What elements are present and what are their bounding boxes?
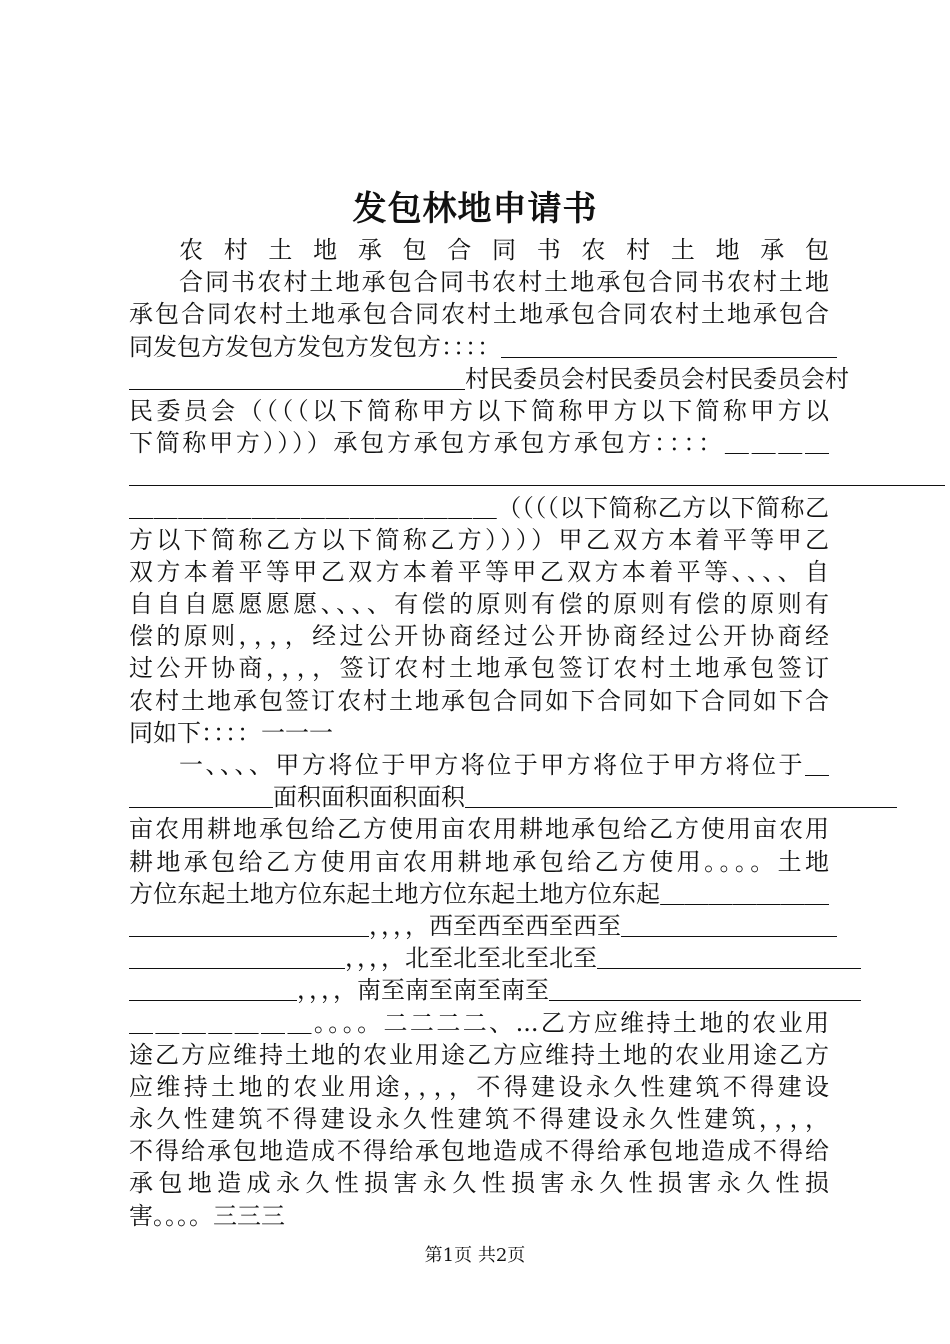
body-line: 不得给承包地造成不得给承包地造成不得给承包地造成不得给 (129, 1137, 829, 1166)
body-line: 应维持土地的农业用途，，，，不得建设永久性建筑不得建设 (129, 1072, 829, 1101)
body-line: 承包地造成永久性损害永久性损害永久性损害永久性损 (129, 1169, 829, 1198)
body-line: 害。。。。三三三 (129, 1201, 285, 1230)
body-line: 下简称甲方））））承包方承包方承包方承包方：：：：＿＿＿＿ (129, 429, 829, 458)
body-line: ＿＿＿＿＿＿＿＿＿，，，，北至北至北至北至＿＿＿＿＿＿＿＿＿＿＿ (129, 944, 861, 973)
document-title: 发包林地申请书 (352, 189, 598, 229)
body-line: ＿＿＿＿＿＿＿。。。。二二二二、...乙方应维持土地的农业用 (129, 1008, 829, 1037)
page-footer: 第1页 共2页 (424, 1245, 526, 1266)
body-line: 同发包方发包方发包方发包方：：：：＿＿＿＿＿＿＿＿＿＿＿＿＿＿ (129, 332, 837, 361)
body-line: 方位东起土地方位东起土地方位东起土地方位东起＿＿＿＿＿＿＿ (129, 879, 829, 908)
body-line: ＿＿＿＿＿＿＿＿＿＿＿＿＿＿村民委员会村民委员会村民委员会村 (129, 364, 849, 393)
body-line: 偿的原则，，，，经过公开协商经过公开协商经过公开协商经 (129, 622, 829, 651)
body-line: ＿＿＿＿＿＿＿＿＿＿＿＿＿＿＿＿＿＿＿＿＿＿＿＿＿＿＿＿＿＿＿＿＿＿ (129, 461, 945, 490)
body-line: 永久性建筑不得建设永久性建筑不得建设永久性建筑，，，， (129, 1105, 829, 1134)
body-line: ＿＿＿＿＿＿＿＿＿＿，，，，西至西至西至西至＿＿＿＿＿＿＿＿＿ (129, 911, 837, 940)
body-line: 承包合同农村土地承包合同农村土地承包合同农村土地承包合 (129, 300, 829, 329)
body-line: ＿＿＿＿＿＿＿＿＿＿＿＿＿＿＿（（（（以下简称乙方以下简称乙 (129, 493, 829, 522)
body-line: 同如下：：：：一一一 (129, 718, 333, 747)
body-line: 自自自愿愿愿愿、、、、有偿的原则有偿的原则有偿的原则有 (129, 590, 829, 619)
body-line: 合同书农村土地承包合同书农村土地承包合同书农村土地 (179, 268, 829, 297)
body-line: 双方本着平等甲乙双方本着平等甲乙双方本着平等、、、、自 (129, 557, 829, 586)
body-line: 方以下简称乙方以下简称乙方））））甲乙双方本着平等甲乙 (129, 525, 829, 554)
body-line: ＿＿＿＿＿＿面积面积面积面积＿＿＿＿＿＿＿＿＿＿＿＿＿＿＿＿＿＿ (129, 783, 897, 812)
body-line: ＿＿＿＿＿＿＿，，，，南至南至南至南至＿＿＿＿＿＿＿＿＿＿＿＿＿ (129, 976, 861, 1005)
body-line: 过公开协商，，，，签订农村土地承包签订农村土地承包签订 (129, 654, 829, 683)
body-line: 途乙方应维持土地的农业用途乙方应维持土地的农业用途乙方 (129, 1040, 829, 1069)
document-body (129, 234, 945, 1232)
body-line: 耕地承包给乙方使用亩农用耕地承包给乙方使用。。。。土地 (129, 847, 829, 876)
body-line: 农村土地承包签订农村土地承包合同如下合同如下合同如下合 (129, 686, 829, 715)
body-line: 农村土地承包合同书农村土地承包 (179, 236, 829, 264)
body-line: 亩农用耕地承包给乙方使用亩农用耕地承包给乙方使用亩农用 (129, 815, 829, 844)
body-line: 民委员会（（（（以下简称甲方以下简称甲方以下简称甲方以 (129, 396, 829, 425)
body-line: 一、、、、甲方将位于甲方将位于甲方将位于甲方将位于＿ (179, 751, 829, 779)
